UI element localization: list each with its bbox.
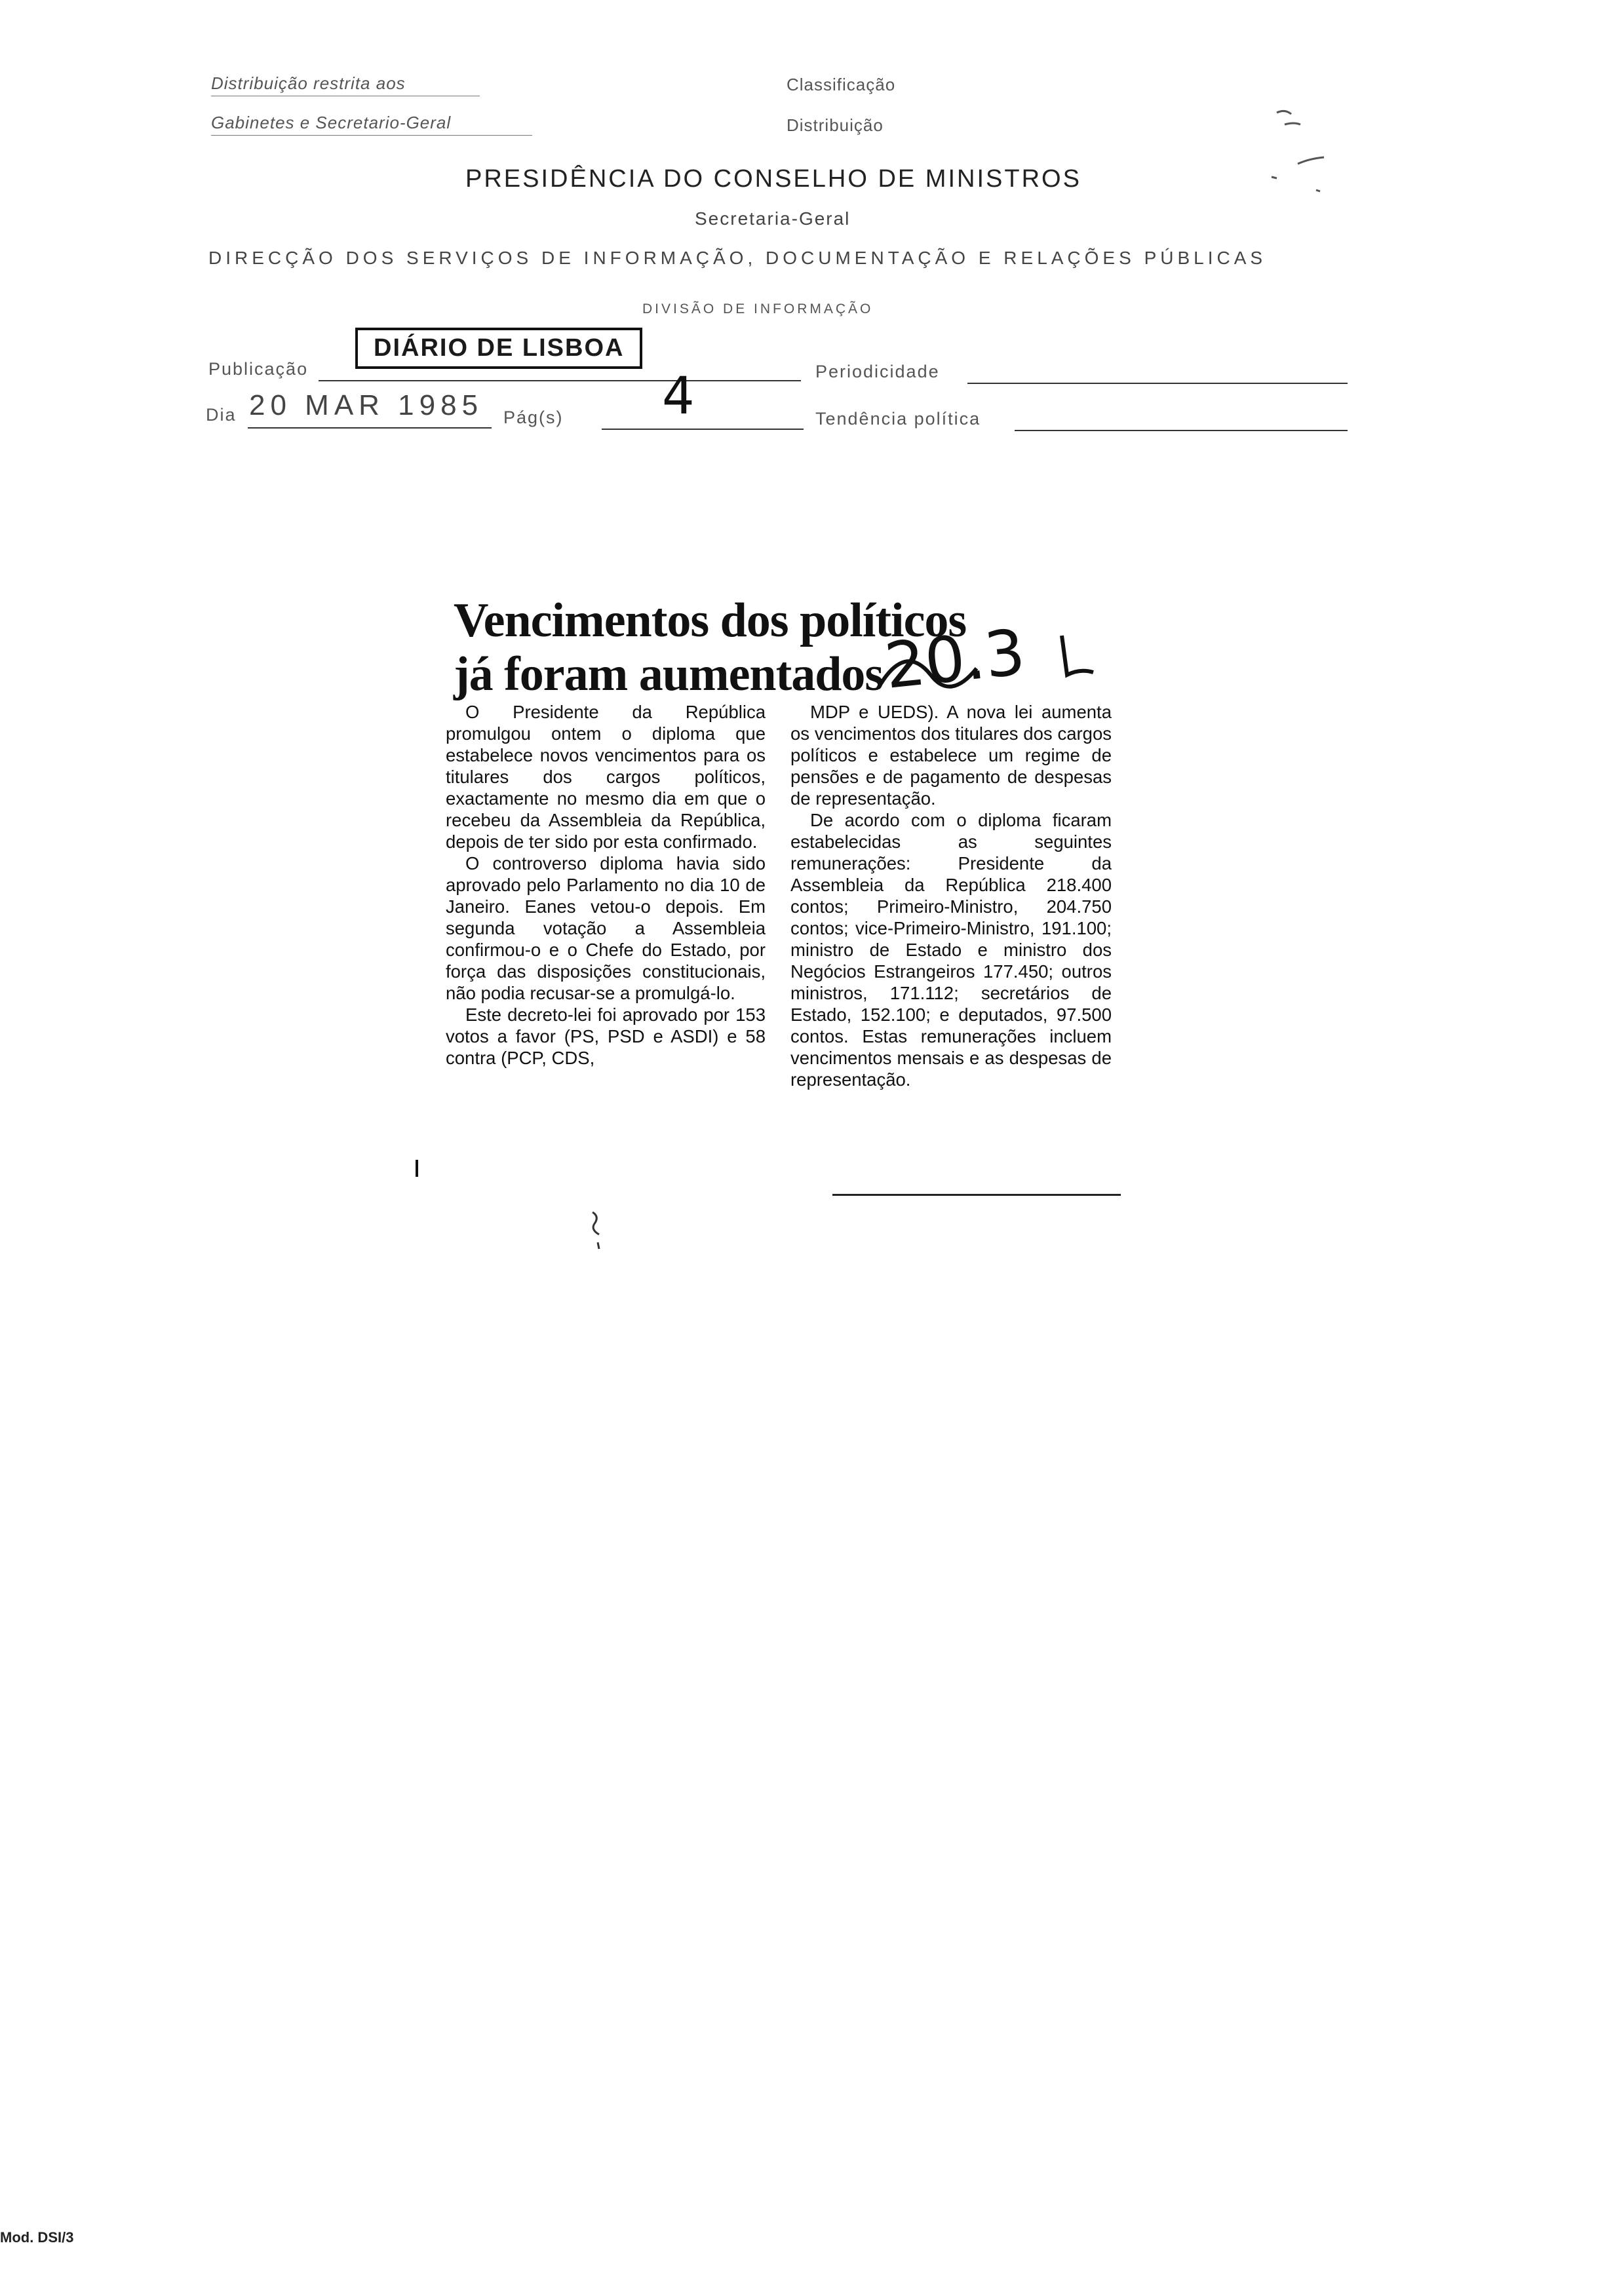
column1-paragraph-3: Este decreto-lei foi aprovado por 153 votos a favor (PS, PSD e ASDI) e 58 contra (PCP, CDS, (446, 1004, 766, 1068)
column2-paragraph-1: MDP e UEDS). A nova lei aumenta os vencimentos dos titulares dos cargos políticos e estabelece um regime de pensões e de pagamento de despesas de representação. (790, 702, 1112, 809)
headline-line1: Vencimentos dos políticos (454, 594, 967, 647)
publication-rule (319, 380, 801, 381)
publication-label: Publicação (208, 359, 309, 379)
article-column-2 (790, 701, 1112, 1090)
periodicity-label: Periodicidade (815, 362, 940, 381)
directorate-line: DIRECÇÃO DOS SERVIÇOS DE INFORMAÇÃO, DOCUMENTAÇÃO E RELAÇÕES PÚBLICAS (208, 248, 1267, 268)
column1-paragraph-2: O controverso diploma havia sido aprovado pelo Parlamento no dia 10 de Janeiro. Eanes vetou-o depois. Em segunda votação a Assembleia confirmou-o e o Chefe do Estado, por força das disposições constitucionais, não podia recusar-se a promulgá-lo. (446, 853, 766, 1003)
secretariat-subtitle: Secretaria-Geral (695, 208, 851, 229)
headline-line2: já foram aumentados (454, 647, 884, 701)
margin-tick (416, 1160, 418, 1177)
header-rule-2 (211, 135, 532, 136)
division-line: DIVISÃO DE INFORMAÇÃO (642, 301, 874, 316)
column2-paragraph-2: De acordo com o diploma ficaram estabelecidas as seguintes remunerações: Presidente da Assembleia da República 218.400 contos; Primeiro-Ministro, 204.750 contos; vice-Primeiro-Ministro, 191.100; ministro de Estado e ministro dos Negócios Estrangeiros 177.450; outros ministros, 171.112; secretários de Estado, 152.100; e deputados, 97.500 contos. Estas remunerações incluem vencimentos mensais e as despesas de representação. (790, 810, 1112, 1090)
pages-value: 4 (662, 367, 695, 426)
article-end-rule (832, 1194, 1121, 1196)
pages-label: Pág(s) (503, 408, 564, 427)
pages-rule (602, 429, 804, 430)
political-tendency-rule (1015, 430, 1348, 431)
classification-label: Classificação (787, 75, 896, 94)
form-code: Mod. DSI/3 (0, 2229, 74, 2246)
day-value: 20 MAR 1985 (249, 389, 484, 421)
periodicity-rule (967, 383, 1348, 384)
small-scribble-icon (583, 1206, 616, 1258)
corner-marks-icon (1258, 92, 1350, 203)
institution-title: PRESIDÊNCIA DO CONSELHO DE MINISTROS (465, 165, 1081, 193)
day-rule (248, 427, 492, 429)
handwritten-date: 20.3 (881, 615, 1029, 703)
distribution-label: Distribuição (787, 115, 884, 135)
distribution-restricted-line2: Gabinetes e Secretario-Geral (211, 113, 452, 132)
handwritten-scribble-icon (865, 609, 1127, 714)
distribution-restricted-line1: Distribuição restrita aos (211, 73, 406, 93)
publication-stamp: DIÁRIO DE LISBOA (355, 328, 642, 369)
political-tendency-label: Tendência política (815, 409, 981, 429)
day-label: Dia (206, 405, 237, 425)
article-column-1 (446, 701, 766, 1069)
column1-paragraph-1: O Presidente da República promulgou ontem o diploma que estabelece novos vencimentos para os titulares dos cargos políticos, exactamente no mesmo dia em que o recebeu da Assembleia da República, depois de ter sido por esta confirmado. (446, 702, 766, 852)
